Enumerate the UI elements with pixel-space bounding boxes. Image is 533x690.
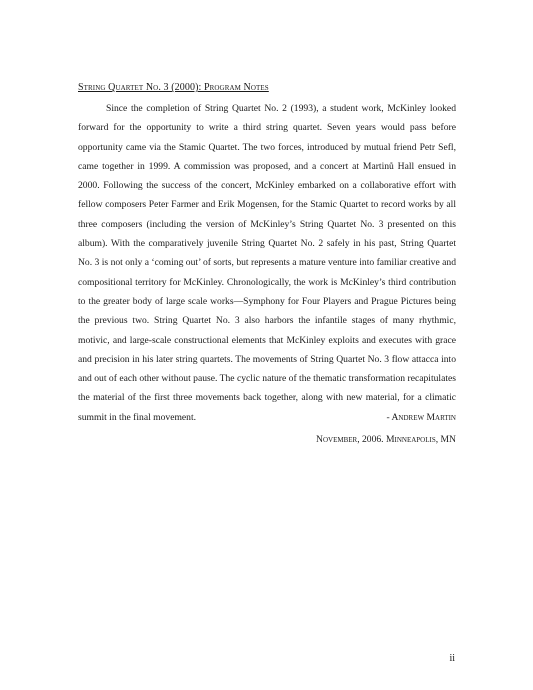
program-notes — [78, 80, 456, 427]
section-heading: String Quartet No. 3 (2000): Program Notes — [78, 82, 269, 93]
date-place: November, 2006. Minneapolis, MN — [316, 434, 456, 445]
author-signature: - Andrew Martin — [386, 412, 456, 423]
body-paragraph: Since the completion of String Quartet No. 2 (1993), a student work, McKinley looked forward for the opportunity to write a third string quartet. Seven years would pass before opportunity came via the Stamic Quartet. The two forces, introduced by mutual friend Petr Sefl, came together in 1999. A commission was proposed, and a concert at Martinů Hall ensued in 2000. Following the success of the concert, McKinley embarked on a collaborative effort with fellow composers Peter Farmer and Erik Mogensen, for the Stamic Quartet to record works by all three composers (including the version of McKinley’s String Quartet No. 3 presented on this album). With the comparatively juvenile String Quartet No. 2 safely in his past, String Quartet No. 3 is not only a ‘coming out’ of sorts, but represents a mature venture into familiar creative and compositional territory for McKinley. Chronologically, the work is McKinley’s third contribution to the greater body of large scale works—Symphony for Four Players and Prague Pictures being the previous two. String Quartet No. 3 also harbors the infantile stages of many rhythmic, motivic, and large-scale constructional elements that McKinley exploits and executes with grace and precision in his later string quartets. The movements of String Quartet No. 3 flow attacca into and out of each other without pause. The cyclic nature of the thematic transformation recapitulates the material of the first three movements back together, along with new material, for a climatic summit in the final movement. — [78, 103, 456, 423]
page-number: ii — [449, 653, 455, 664]
